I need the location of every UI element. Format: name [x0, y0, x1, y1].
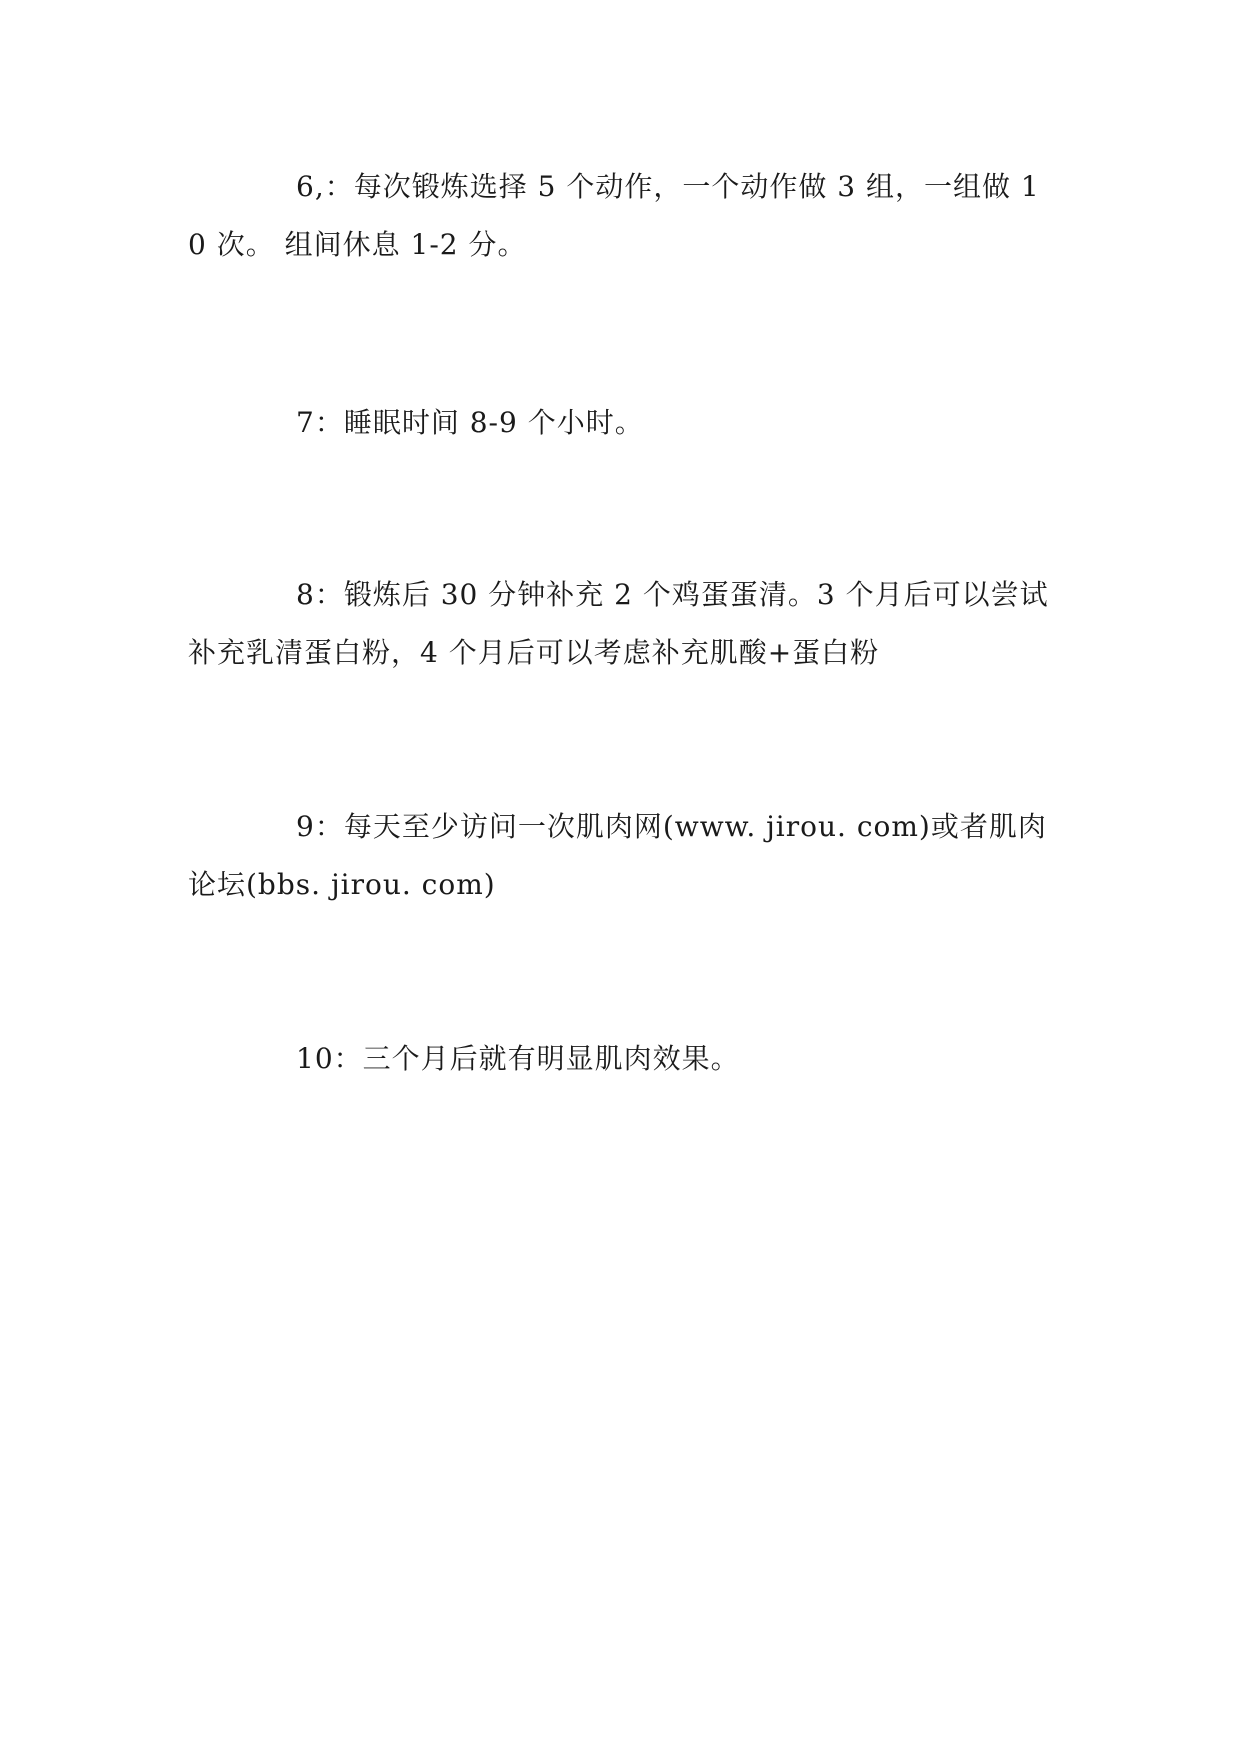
paragraph-item-6: 6,：每次锻炼选择 5 个动作，一个动作做 3 组，一组做 10 次。 组间休息 1-2 分。 [188, 170, 1040, 261]
paragraph-item-9: 9：每天至少访问一次肌肉网(www. jirou. com)或者肌肉论坛(bbs. jirou. com) [188, 810, 1047, 901]
paragraph-item-7: 7：睡眠时间 8-9 个小时。 [296, 406, 644, 439]
paragraph-item-8: 8：锻炼后 30 分钟补充 2 个鸡蛋蛋清。3 个月后可以尝试补充乳清蛋白粉，4 个月后可以考虑补充肌酸+蛋白粉 [188, 578, 1049, 669]
paragraph-item-10: 10：三个月后就有明显肌肉效果。 [296, 1042, 740, 1075]
